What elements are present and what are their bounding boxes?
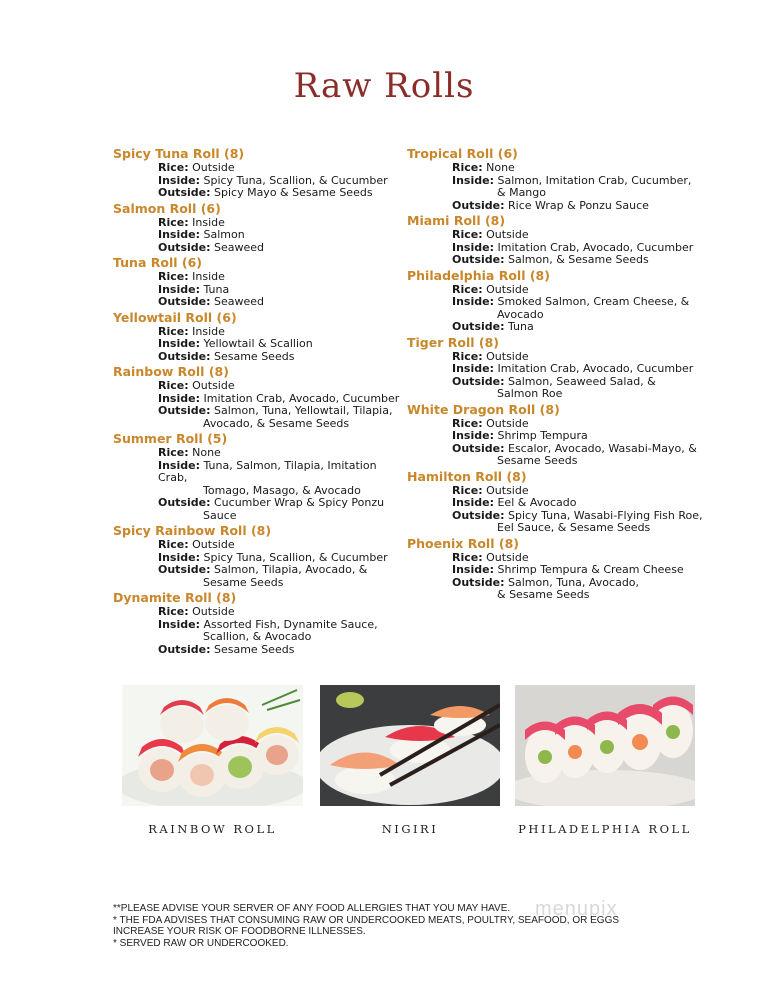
menu-item (113, 589, 403, 656)
detail-value: Sesame Seeds (214, 349, 295, 363)
detail-label: Outside: (158, 240, 211, 254)
menu-item-detail (407, 522, 707, 535)
detail-value: Spicy Mayo & Sesame Seeds (214, 186, 373, 199)
detail-label: Rice: (452, 550, 483, 564)
detail-label: Inside: (452, 429, 494, 442)
allergy-notes (113, 903, 619, 949)
right-menu-column (407, 145, 707, 602)
detail-value: Sauce (203, 508, 237, 522)
detail-value: Tuna (203, 282, 230, 296)
detail-value: Salmon, Imitation Crab, Cucumber, (497, 173, 692, 187)
detail-value: Seaweed (214, 295, 265, 308)
detail-value: Imitation Crab, Avocado, Cucumber (497, 362, 694, 375)
menu-item-detail (113, 242, 403, 255)
detail-value: Seaweed (214, 240, 265, 254)
note-line: * SERVED RAW OR UNDERCOOKED. (113, 937, 289, 949)
detail-label: Inside: (158, 550, 200, 564)
menu-item-detail (407, 296, 707, 309)
detail-label: Rice: (158, 379, 189, 392)
detail-label: Inside: (452, 496, 494, 509)
detail-value: Shrimp Tempura (497, 429, 588, 442)
menu-item-name: Tuna Roll (6) (113, 255, 202, 270)
menu-item (407, 535, 707, 602)
detail-value: Assorted Fish, Dynamite Sauce, (203, 617, 378, 631)
detail-value: Eel Sauce, & Sesame Seeds (497, 521, 651, 534)
detail-value: Salmon Roe (497, 387, 563, 400)
menu-item-detail (407, 589, 707, 602)
note-line: INCREASE YOUR RISK OF FOODBORNE ILLNESSES. (113, 926, 366, 937)
philadelphia-roll-caption: PHILADELPHIA ROLL (518, 822, 692, 836)
detail-label: Rice: (452, 228, 483, 241)
menu-item-name: Miami Roll (8) (407, 213, 506, 228)
menu-item (113, 430, 403, 522)
menu-item-detail (113, 418, 403, 431)
detail-label: Rice: (158, 161, 189, 174)
menu-item-detail (407, 388, 707, 401)
detail-value: Tuna, Salmon, Tilapia, Imitation Crab, (158, 458, 377, 484)
detail-value: Inside (192, 324, 225, 338)
menu-item (113, 363, 403, 430)
nigiri-photo (320, 685, 500, 806)
menu-item (407, 212, 707, 267)
detail-value: Scallion, & Avocado (203, 630, 312, 643)
detail-label: Rice: (452, 282, 483, 296)
detail-value: Outside (192, 538, 235, 551)
detail-label: Outside: (452, 320, 505, 333)
detail-value: Outside (192, 161, 235, 174)
detail-value: Imitation Crab, Avocado, Cucumber (497, 240, 694, 254)
detail-value: Outside (192, 605, 235, 618)
detail-value: Salmon, Tuna, Yellowtail, Tilapia, (214, 404, 393, 417)
detail-label: Inside: (452, 563, 494, 576)
detail-value: Salmon, Seaweed Salad, & (508, 374, 656, 388)
detail-value: Outside (192, 379, 235, 392)
detail-label: Inside: (452, 240, 494, 254)
menu-item-detail (113, 644, 403, 657)
detail-value: Eel & Avocado (497, 496, 577, 509)
detail-label: Outside: (452, 374, 505, 388)
menu-item-detail (113, 510, 403, 523)
philadelphia-roll-photo (515, 685, 695, 806)
watermark: menupix (535, 898, 618, 920)
menu-item-detail (113, 187, 403, 200)
menu-item (407, 468, 707, 535)
detail-value: Sesame Seeds (203, 575, 284, 589)
menu-item-name: White Dragon Roll (8) (407, 401, 560, 417)
menu-item-detail (407, 254, 707, 267)
detail-value: Salmon, Tuna, Avocado, (508, 575, 640, 589)
menu-item-detail (113, 296, 403, 309)
menu-item-name: Phoenix Roll (8) (407, 535, 519, 551)
detail-value: Inside (192, 215, 225, 229)
detail-label: Rice: (158, 538, 189, 551)
detail-label: Inside: (158, 228, 200, 241)
menu-item (407, 334, 707, 401)
detail-label: Inside: (158, 173, 200, 187)
detail-label: Inside: (452, 173, 494, 187)
detail-label: Outside: (158, 186, 211, 199)
menu-item (113, 522, 403, 589)
detail-value: Smoked Salmon, Cream Cheese, & (497, 295, 690, 308)
menu-item-detail (113, 217, 403, 230)
detail-value: Escalor, Avocado, Wasabi-Mayo, & (508, 441, 697, 455)
menu-item (407, 401, 707, 468)
detail-value: Sesame Seeds (497, 454, 578, 467)
menu-item-detail (113, 460, 403, 485)
menu-item-detail (407, 175, 707, 188)
menu-item (407, 145, 707, 212)
detail-label: Rice: (452, 483, 483, 497)
detail-value: Sesame Seeds (214, 642, 295, 656)
menu-item-name: Philadelphia Roll (8) (407, 267, 550, 283)
detail-value: Outside (486, 282, 529, 296)
detail-label: Inside: (158, 617, 200, 631)
detail-label: Outside: (158, 642, 211, 656)
detail-label: Outside: (158, 404, 211, 417)
menu-item-name: Spicy Tuna Roll (8) (113, 146, 245, 161)
detail-label: Rice: (158, 270, 189, 283)
note-line: * THE FDA ADVISES THAT CONSUMING RAW OR UNDERCOOKED MEATS, POULTRY, SEAFOOD, OR EGGS (113, 914, 620, 926)
detail-label: Inside: (158, 282, 200, 296)
menu-item-detail (407, 455, 707, 468)
menu-item-detail (407, 200, 707, 213)
detail-label: Outside: (452, 508, 505, 522)
detail-label: Rice: (158, 324, 189, 338)
detail-label: Rice: (158, 446, 189, 459)
menu-item-detail (113, 577, 403, 590)
note-line: **PLEASE ADVISE YOUR SERVER OF ANY FOOD ALLERGIES THAT YOU MAY HAVE. (113, 903, 511, 914)
detail-label: Inside: (452, 362, 494, 375)
detail-value: Outside (486, 349, 529, 363)
detail-value: Rice Wrap & Ponzu Sauce (508, 198, 649, 212)
menu-item-name: Salmon Roll (6) (113, 200, 221, 216)
detail-value: Tuna (508, 320, 534, 333)
detail-label: Rice: (452, 161, 483, 174)
detail-value: Avocado, & Sesame Seeds (203, 416, 350, 430)
detail-label: Rice: (158, 215, 189, 229)
detail-value: Spicy Tuna, Scallion, & Cucumber (203, 173, 388, 187)
detail-value: Outside (486, 550, 529, 564)
detail-label: Rice: (452, 349, 483, 363)
detail-value: Imitation Crab, Avocado, Cucumber (203, 391, 400, 405)
menu-item (113, 254, 403, 309)
detail-label: Outside: (158, 563, 211, 576)
detail-value: & Mango (497, 186, 546, 199)
detail-value: Outside (486, 228, 529, 241)
detail-value: Yellowtail & Scallion (203, 337, 313, 350)
menu-item (113, 200, 403, 255)
detail-label: Inside: (158, 458, 200, 472)
nigiri-caption: NIGIRI (381, 822, 439, 836)
detail-label: Rice: (158, 605, 189, 618)
menu-item-name: Tropical Roll (6) (407, 146, 518, 161)
menu-item-detail (113, 497, 403, 510)
rainbow-roll-caption: RAINBOW ROLL (148, 822, 277, 836)
detail-value: Inside (192, 270, 225, 283)
menu-item-name: Spicy Rainbow Roll (8) (113, 523, 272, 538)
menu-item (407, 267, 707, 334)
menu-item-detail (407, 321, 707, 334)
detail-value: Spicy Tuna, Scallion, & Cucumber (203, 550, 388, 564)
detail-label: Outside: (452, 441, 505, 455)
menu-item-name: Hamilton Roll (8) (407, 468, 527, 484)
detail-label: Inside: (158, 391, 200, 405)
left-menu-column (113, 145, 403, 656)
detail-label: Inside: (158, 337, 200, 350)
menu-item (113, 309, 403, 364)
detail-value: Shrimp Tempura & Cream Cheese (497, 563, 684, 576)
detail-value: Salmon (203, 228, 245, 241)
detail-label: Outside: (452, 575, 505, 589)
detail-value: Salmon, Tilapia, Avocado, & (214, 563, 368, 576)
detail-label: Outside: (158, 295, 211, 308)
menu-item-name: Summer Roll (5) (113, 431, 228, 446)
menu-item (113, 145, 403, 200)
menu-item-name: Tiger Roll (8) (407, 334, 500, 350)
rainbow-roll-photo (122, 685, 303, 806)
detail-label: Rice: (452, 416, 483, 430)
detail-value: & Sesame Seeds (497, 588, 590, 601)
menu-item-name: Yellowtail Roll (6) (113, 309, 237, 325)
detail-label: Outside: (452, 253, 505, 266)
menu-item-name: Rainbow Roll (8) (113, 364, 229, 379)
page-title: Raw Rolls (293, 66, 475, 106)
menu-item-name: Dynamite Roll (8) (113, 590, 237, 605)
menu-item-detail (113, 351, 403, 364)
detail-value: Outside (486, 483, 529, 497)
detail-value: Cucumber Wrap & Spicy Ponzu (214, 496, 385, 509)
detail-value: Outside (486, 416, 529, 430)
detail-label: Inside: (452, 295, 494, 308)
detail-value: None (192, 446, 221, 459)
detail-value: None (486, 161, 515, 174)
menu-item-detail (113, 271, 403, 284)
detail-value: Spicy Tuna, Wasabi-Flying Fish Roe, (508, 508, 703, 522)
detail-value: Salmon, & Sesame Seeds (508, 253, 649, 266)
detail-value: Tomago, Masago, & Avocado (203, 483, 361, 497)
detail-value: Avocado (497, 307, 544, 321)
detail-label: Outside: (158, 496, 211, 509)
detail-label: Outside: (452, 198, 505, 212)
detail-label: Outside: (158, 349, 211, 363)
